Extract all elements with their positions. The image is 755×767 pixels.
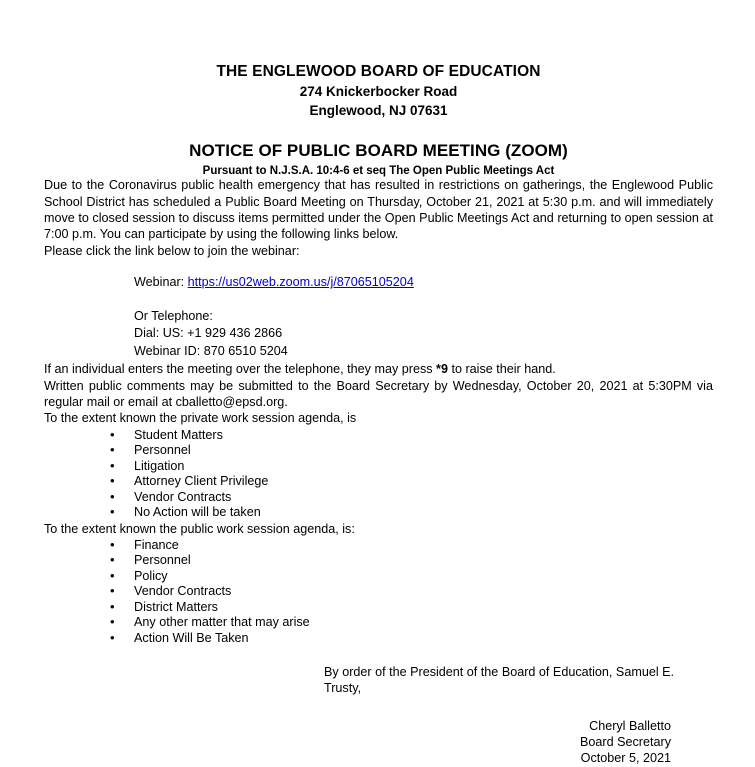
public-agenda-list — [44, 538, 713, 646]
webinar-id: Webinar ID: 870 6510 5204 — [134, 344, 288, 359]
webinar-label: Webinar: — [134, 274, 185, 289]
signature-date: October 5, 2021 — [580, 751, 671, 766]
list-item: • District Matters — [110, 600, 713, 615]
raise-hand-key: *9 — [436, 362, 448, 377]
signature-block — [44, 718, 713, 767]
raise-hand-paragraph — [44, 361, 713, 377]
list-item: • Attorney Client Privilege — [110, 474, 713, 489]
organization-name: THE ENGLEWOOD BOARD OF EDUCATION — [216, 63, 541, 80]
raise-hand-text-before: If an individual enters the meeting over the telephone, they may press — [44, 362, 437, 377]
join-prompt: Please click the link below to join the webinar: — [44, 243, 300, 258]
zoom-webinar-link[interactable]: https://us02web.zoom.us/j/87065105204 — [187, 274, 414, 289]
signature-name: Cheryl Balletto — [589, 718, 671, 733]
list-item: • Policy — [110, 569, 713, 584]
list-item: • Action Will Be Taken — [110, 631, 713, 646]
list-item: • No Action will be taken — [110, 505, 713, 520]
webinar-link-block — [44, 274, 713, 291]
signature-title: Board Secretary — [580, 734, 671, 749]
private-agenda-heading: To the extent known the private work session agenda, is — [44, 411, 357, 426]
notice-subtitle: Pursuant to N.J.S.A. 10:4-6 et seq The Open Public Meetings Act — [202, 165, 555, 178]
intro-paragraph: Due to the Coronavirus public health emergency that has resulted in restrictions on gatherings, the Englewood Public School District has scheduled a Public Board Meeting on Thursday, October 21, 2021 at 5:30 p.m. and will immediately move to closed session to discuss items permitted under the Open Public Meetings Act and returning to open session at 7:00 p.m. You can participate by using the following links below. — [44, 178, 713, 242]
by-order-line: By order of the President of the Board of Education, Samuel E. Trusty, — [324, 664, 675, 696]
organization-address-line-2: Englewood, NJ 07631 — [309, 102, 448, 118]
list-item: • Finance — [110, 538, 713, 553]
raise-hand-text-after: to raise their hand. — [447, 362, 556, 377]
list-item: • Personnel — [110, 443, 713, 458]
dial-number: Dial: US: +1 929 436 2866 — [134, 326, 283, 341]
list-item: • Vendor Contracts — [110, 490, 713, 505]
list-item: • Vendor Contracts — [110, 584, 713, 599]
private-agenda-list — [44, 428, 713, 520]
list-item: • Student Matters — [110, 428, 713, 443]
list-item: • Litigation — [110, 459, 713, 474]
list-item: • Any other matter that may arise — [110, 615, 713, 630]
notice-title: NOTICE OF PUBLIC BOARD MEETING (ZOOM) — [189, 141, 568, 161]
telephone-block — [44, 308, 713, 362]
list-item: • Personnel — [110, 553, 713, 568]
written-comments-paragraph: Written public comments may be submitted to the Board Secretary by Wednesday, October 20, 2021 at 5:30PM via regular mail or email at cballetto@epsd.org. — [44, 378, 713, 409]
public-agenda-heading: To the extent known the public work session agenda, is: — [44, 521, 355, 536]
telephone-heading: Or Telephone: — [134, 308, 213, 323]
organization-address-line-1: 274 Knickerbocker Road — [299, 83, 458, 99]
